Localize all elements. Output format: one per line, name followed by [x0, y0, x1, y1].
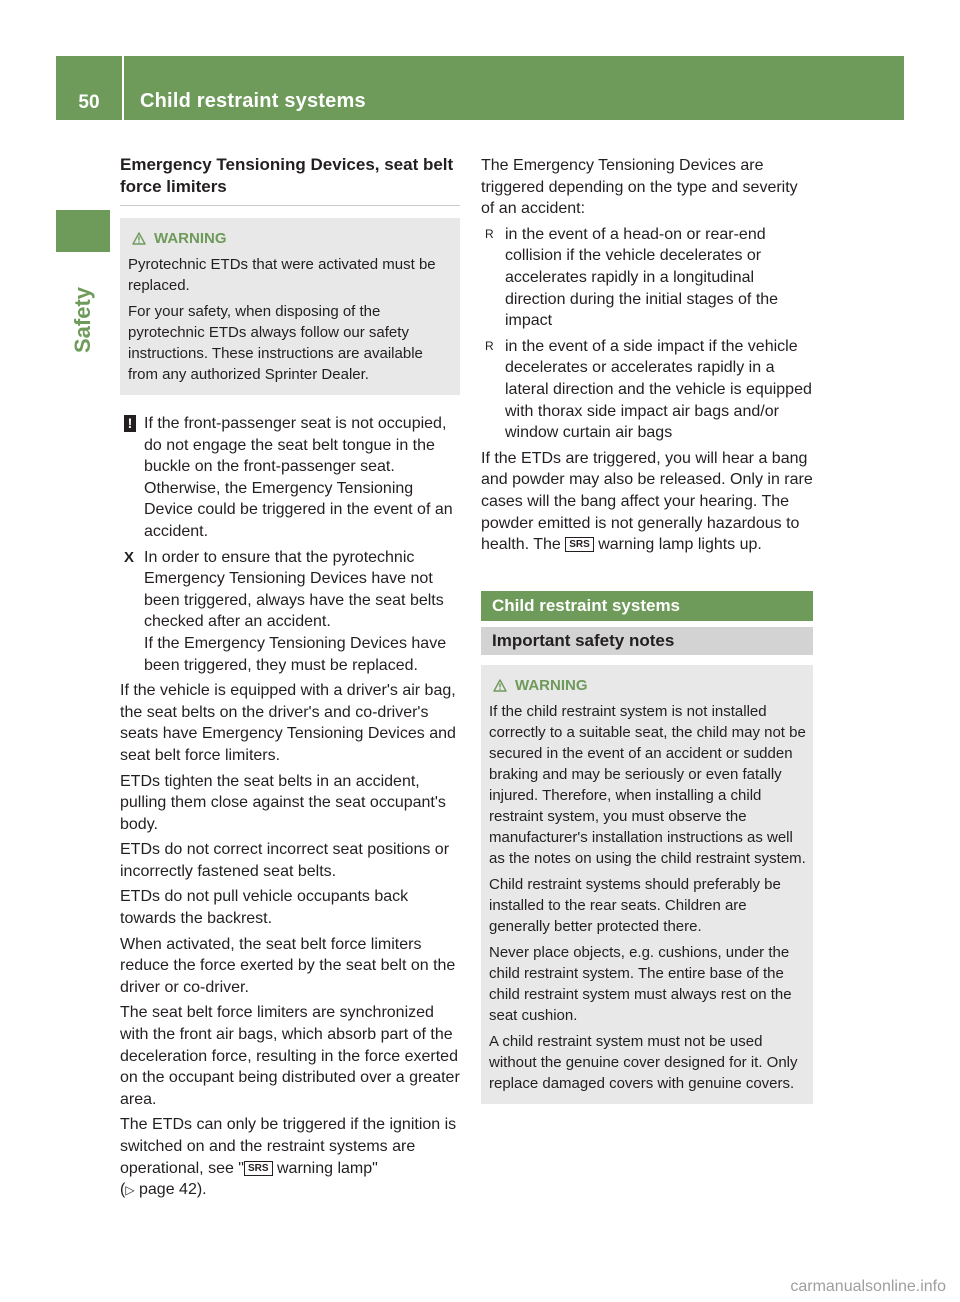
running-header-title: Child restraint systems [140, 90, 366, 112]
warning-paragraph: For your safety, when disposing of the pyrotechnic ETDs always follow our safety instructions. These instructions are available from any authorized Sprinter Dealer. [128, 303, 423, 383]
warning-title: WARNING [128, 228, 454, 249]
warning-box [481, 665, 813, 1104]
list-item [481, 336, 813, 444]
warning-paragraph: If the child restraint system is not installed correctly to a suitable seat, the child may not be secured in the event of an accident or sudden braking and may be seriously or even fatally injured. Therefore, when installing a child restraint system, you must observe the manufacturer's installation instructions as well as the notes on using the child restraint system. [489, 702, 806, 867]
warning-paragraph: Pyrotechnic ETDs that were activated must be replaced. [128, 256, 436, 294]
step-text: In order to ensure that the pyrotechnic Emergency Tensioning Devices have not been triggered, always have the seat belts checked after an accident. [144, 548, 444, 631]
side-tab-label: Safety [70, 286, 95, 354]
header-bar [56, 56, 904, 120]
body-paragraph-with-reference: The ETDs can only be triggered if the ignition is switched on and the restraint systems are operational, see " SRS warning lamp" (▷ page 42). [120, 1116, 457, 1199]
header-divider [122, 56, 124, 120]
warning-paragraph: Never place objects, e.g. cushions, under the child restraint system. The entire base of the child restraint system must always rest on the seat cushion. [489, 943, 792, 1024]
body-paragraph: The Emergency Tensioning Devices are triggered depending on the type and severity of an accident: [481, 157, 798, 218]
page-reference-link[interactable]: page 42). [134, 1181, 207, 1199]
srs-warning-lamp-icon: SRS [565, 537, 594, 552]
body-paragraph: The seat belt force limiters are synchronized with the front air bags, which absorb part of the deceleration force, resulting in the force exerted on the occupant being distributed over a greater area. [120, 1004, 460, 1108]
srs-warning-lamp-icon: SRS [244, 1161, 273, 1176]
left-column [120, 154, 460, 1206]
subsection-heading-band: Important safety notes [481, 627, 813, 655]
warning-title: WARNING [489, 675, 807, 696]
body-paragraph: When activated, the seat belt force limiters reduce the force exerted by the seat belt on the driver or co-driver. [120, 935, 456, 996]
note-text: If the front-passenger seat is not occupied, do not engage the seat belt tongue in the buckle on the front-passenger seat. Otherwise, the Emergency Tensioning Device could be triggered in the event of an accident. [144, 415, 453, 540]
section-heading-band: Child restraint systems [481, 591, 813, 621]
body-paragraph: ETDs tighten the seat belts in an accident, pulling them close against the seat occupant's body. [120, 772, 446, 833]
warning-triangle-icon [132, 232, 146, 245]
body-paragraph: ETDs do not pull vehicle occupants back towards the backrest. [120, 888, 409, 928]
instruction-step [120, 547, 460, 677]
step-arrow-icon: X [124, 548, 135, 566]
bullet-icon: R [485, 338, 494, 353]
body-paragraph: If the ETDs are triggered, you will hear a bang and powder may also be released. Only in rare cases will the bang affect your hearing. The powder emitted is not generally hazardous to health. The SRS warning lamp lights up. [481, 449, 813, 554]
note-item [120, 413, 460, 543]
warning-triangle-icon [493, 679, 507, 692]
note-exclamation-icon: ! [124, 415, 136, 432]
warning-box [120, 218, 460, 395]
side-tab-marker [56, 210, 110, 252]
body-paragraph: ETDs do not correct incorrect seat positions or incorrectly fastened seat belts. [120, 841, 450, 880]
list-item [481, 224, 813, 332]
body-paragraph: If the vehicle is equipped with a driver's air bag, the seat belts on the driver's and co-driver's seats have Emergency Tensioning Devices and seat belt force limiters. [120, 682, 456, 764]
bullet-icon: R [485, 226, 494, 241]
right-column [481, 155, 813, 1122]
warning-paragraph: Child restraint systems should preferably be installed to the rear seats. Children are generally better protected there. [489, 875, 781, 935]
section-heading: Emergency Tensioning Devices, seat belt force limiters [120, 154, 460, 206]
page-number: 50 [78, 92, 100, 113]
list-item-text: in the event of a head-on or rear-end collision if the vehicle decelerates or accelerates rapidly in a longitudinal direction during the initial stages of the impact [505, 225, 779, 330]
step-result-text: If the Emergency Tensioning Devices have been triggered, they must be replaced. [144, 634, 447, 674]
page-reference-arrow-icon: ▷ [125, 1183, 135, 1198]
warning-paragraph: A child restraint system must not be used without the genuine cover designed for it. Only replace damaged covers with genuine covers. [489, 1032, 798, 1092]
watermark: carmanualsonline.info [790, 1278, 946, 1295]
list-item-text: in the event of a side impact if the vehicle decelerates or accelerates rapidly in a lateral direction and the vehicle is equipped with thorax side impact air bags and/or window curtain air bags [505, 337, 812, 442]
